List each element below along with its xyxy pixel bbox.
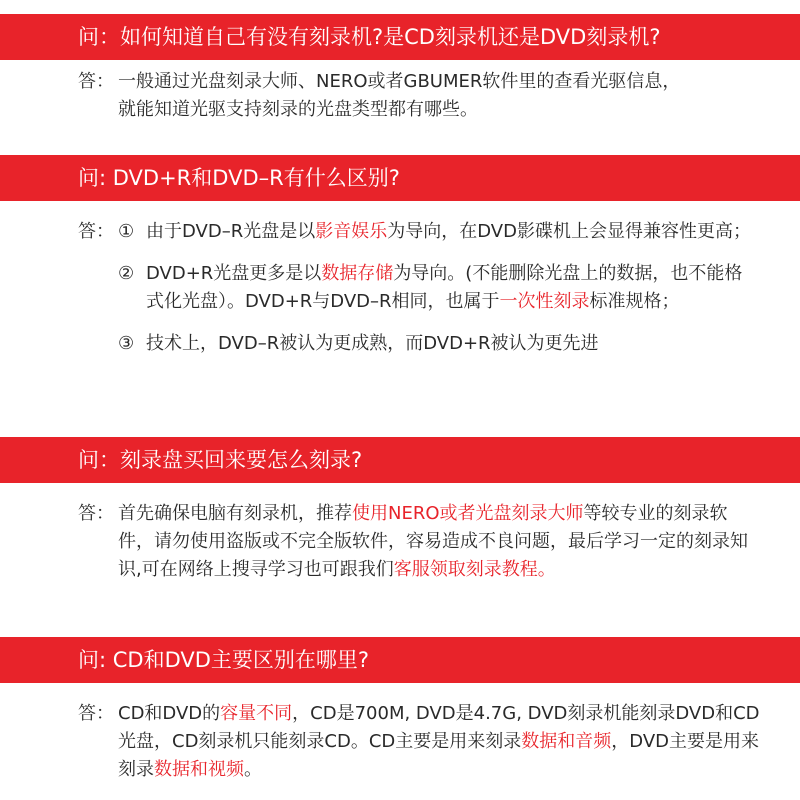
highlight-text: 数据存储	[321, 263, 394, 284]
item-number: ①	[118, 221, 135, 242]
answer-prefix-1: 答：	[78, 71, 114, 92]
text-segment: DVD+R光盘更多是以	[146, 263, 322, 284]
answer-line: 一般通过光盘刻录大师、NERO或者GBUMER软件里的查看光驱信息，	[118, 71, 681, 92]
question-text-2: 问: DVD+R和DVD–R有什么区别?	[78, 166, 400, 190]
highlight-text: 影音娱乐	[315, 221, 388, 242]
text-segment: 技术上，DVD–R被认为更成熟，而DVD+R被认为更先进	[146, 333, 599, 354]
answer-item-1	[118, 218, 760, 246]
answer-block-1	[0, 68, 800, 124]
item-number: ②	[118, 263, 135, 284]
answer-prefix-2: 答：	[78, 221, 114, 242]
answer-block-4	[0, 700, 800, 784]
item-number: ③	[118, 333, 135, 354]
highlight-text: 使用NERO或者光盘刻录大师	[352, 503, 584, 524]
answer-prefix-3: 答：	[78, 503, 114, 524]
text-segment: 等较专业的刻录软件，请勿使用盗版或不完全版软件，容易造成不良问题，最后学习一定的刻录知识,可在网络上搜寻学习也可跟我们	[118, 503, 748, 580]
text-segment: 。	[244, 759, 262, 780]
text-segment: ，CD是700M, DVD是4.7G, DVD刻录机能刻录DVD和CD光盘，CD刻录机只能刻录CD。CD主要是用来刻录	[118, 703, 760, 752]
answer-block-2	[0, 218, 800, 358]
text-segment: ，DVD主要是用来刻录	[118, 731, 760, 780]
highlight-text: 一次性刻录	[499, 291, 590, 312]
item-text	[146, 330, 760, 358]
question-text-4: 问: CD和DVD主要区别在哪里?	[78, 648, 370, 672]
answer-text-1	[118, 68, 760, 124]
text-segment: 标准规格；	[589, 291, 680, 312]
highlight-text: 客服领取刻录教程。	[393, 559, 556, 580]
text-segment: 首先确保电脑有刻录机，推荐	[118, 503, 352, 524]
question-bar-4	[0, 637, 800, 683]
highlight-text: 数据和视频	[154, 759, 244, 780]
answer-prefix-4: 答：	[78, 703, 114, 724]
question-text-3: 问：刻录盘买回来要怎么刻录?	[78, 448, 363, 472]
answer-block-3	[0, 500, 800, 584]
answer-line: 就能知道光驱支持刻录的光盘类型都有哪些。	[118, 99, 478, 120]
text-segment: 为导向。(不能删除光盘上的数据，也不能格式化光盘）。DVD+R与DVD–R相同，也属于	[146, 263, 743, 312]
text-segment: 由于DVD–R光盘是以	[146, 221, 316, 242]
text-segment: CD和DVD的	[118, 703, 221, 724]
item-text	[146, 218, 760, 246]
highlight-text: 数据和音频	[521, 731, 612, 752]
answer-text-3	[118, 500, 760, 584]
answer-text-4	[118, 700, 760, 784]
answer-item-3	[118, 330, 760, 358]
question-text-1: 问：如何知道自己有没有刻录机?是CD刻录机还是DVD刻录机?	[78, 25, 661, 49]
highlight-text: 容量不同	[220, 703, 293, 724]
question-bar-2	[0, 155, 800, 201]
answer-list-2	[118, 218, 760, 358]
text-segment: 为导向，在DVD影碟机上会显得兼容性更高；	[387, 221, 751, 242]
answer-item-2	[118, 260, 760, 316]
question-bar-3	[0, 437, 800, 483]
item-text	[146, 260, 760, 316]
question-bar-1	[0, 14, 800, 60]
